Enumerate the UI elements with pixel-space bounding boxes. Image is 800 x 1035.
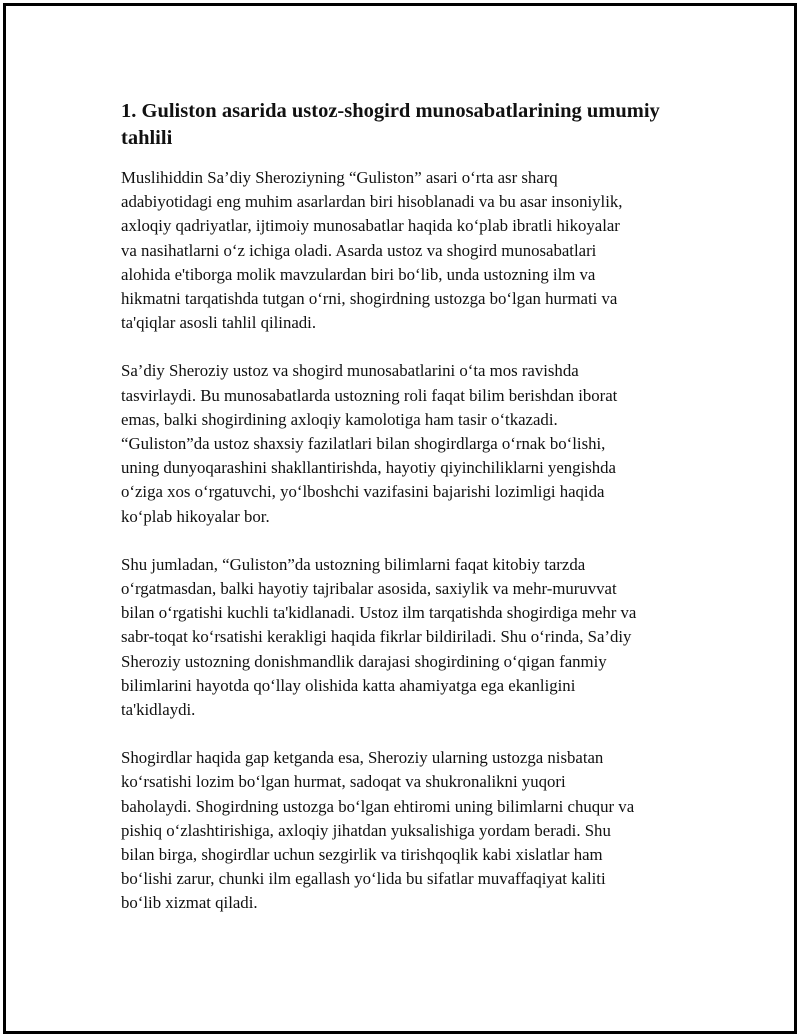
- text-line: adabiyotidagi eng muhim asarlardan biri hisoblanadi va bu asar insoniylik,: [121, 192, 623, 212]
- text-line: bo‘lishi zarur, chunki ilm egallash yo‘lida bu sifatlar muvaffaqiyat kaliti: [121, 869, 606, 889]
- section-title-line: 1. Guliston asarida ustoz-shogird munosabatlarining umumiy: [121, 100, 660, 122]
- paragraph-2: [121, 359, 701, 528]
- text-line: va nasihatlarni o‘z ichiga oladi. Asarda ustoz va shogird munosabatlari: [121, 240, 597, 260]
- text-line: bilimlarini hayotda qo‘llay olishida katta ahamiyatga ega ekanligini: [121, 675, 576, 695]
- text-line: Sa’diy Sheroziy ustoz va shogird munosabatlarini o‘ta mos ravishda: [121, 361, 579, 381]
- text-line: baholaydi. Shogirdning ustozga bo‘lgan ehtiromi uning bilimlarni chuqur va: [121, 796, 635, 816]
- text-line: hikmatni tarqatishda tutgan o‘rni, shogirdning ustozga bo‘lgan hurmati va: [121, 289, 618, 309]
- paragraph-1: [121, 166, 701, 335]
- paragraph-3: [121, 553, 701, 722]
- text-line: ta'kidlaydi.: [121, 700, 196, 720]
- section-title: [121, 98, 701, 152]
- text-line: Shogirdlar haqida gap ketganda esa, Sheroziy ularning ustozga nisbatan: [121, 748, 604, 768]
- text-line: ta'qiqlar asosli tahlil qilinadi.: [121, 313, 317, 333]
- text-line: “Guliston”da ustoz shaxsiy fazilatlari bilan shogirdlarga o‘rnak bo‘lishi,: [121, 434, 606, 454]
- text-line: bilan birga, shogirdlar uchun sezgirlik va tirishqoqlik kabi xislatlar ham: [121, 845, 603, 865]
- text-line: Sheroziy ustozning donishmandlik darajasi shogirdining o‘qigan fanmiy: [121, 651, 607, 671]
- text-line: o‘ziga xos o‘rgatuvchi, yo‘lboshchi vazifasini bajarishi lozimligi haqida: [121, 482, 605, 502]
- paragraph-4: [121, 746, 701, 915]
- text-line: alohida e'tiborga molik mavzulardan biri bo‘lib, unda ustozning ilm va: [121, 264, 596, 284]
- text-line: ko‘plab hikoyalar bor.: [121, 506, 270, 526]
- text-line: sabr-toqat ko‘rsatishi kerakligi haqida fikrlar bildiriladi. Shu o‘rinda, Sa’diy: [121, 627, 632, 647]
- text-line: tasvirlaydi. Bu munosabatlarda ustozning roli faqat bilim berishdan iborat: [121, 385, 618, 405]
- text-line: uning dunyoqarashini shakllantirishda, hayotiy qiyinchiliklarni yengishda: [121, 458, 616, 478]
- text-line: ko‘rsatishi lozim bo‘lgan hurmat, sadoqat va shukronalikni yuqori: [121, 772, 566, 792]
- text-line: o‘rgatmasdan, balki hayotiy tajribalar asosida, saxiylik va mehr-muruvvat: [121, 579, 617, 599]
- text-line: pishiq o‘zlashtirishiga, axloqiy jihatdan yuksalishiga yordam beradi. Shu: [121, 820, 611, 840]
- text-line: bo‘lib xizmat qiladi.: [121, 893, 258, 913]
- text-line: emas, balki shogirdining axloqiy kamolotiga ham tasir o‘tkazadi.: [121, 409, 558, 429]
- section-title-line: tahlili: [121, 127, 173, 149]
- text-line: bilan o‘rgatishi kuchli ta'kidlanadi. Ustoz ilm tarqatishda shogirdiga mehr va: [121, 603, 637, 623]
- text-line: Shu jumladan, “Guliston”da ustozning bilimlarni faqat kitobiy tarzda: [121, 554, 586, 574]
- document-body: [121, 98, 701, 940]
- text-line: Muslihiddin Sa’diy Sheroziyning “Guliston” asari o‘rta asr sharq: [121, 168, 558, 187]
- text-line: axloqiy qadriyatlar, ijtimoiy munosabatlar haqida ko‘plab ibratli hikoyalar: [121, 216, 620, 236]
- page-frame: [3, 3, 797, 1034]
